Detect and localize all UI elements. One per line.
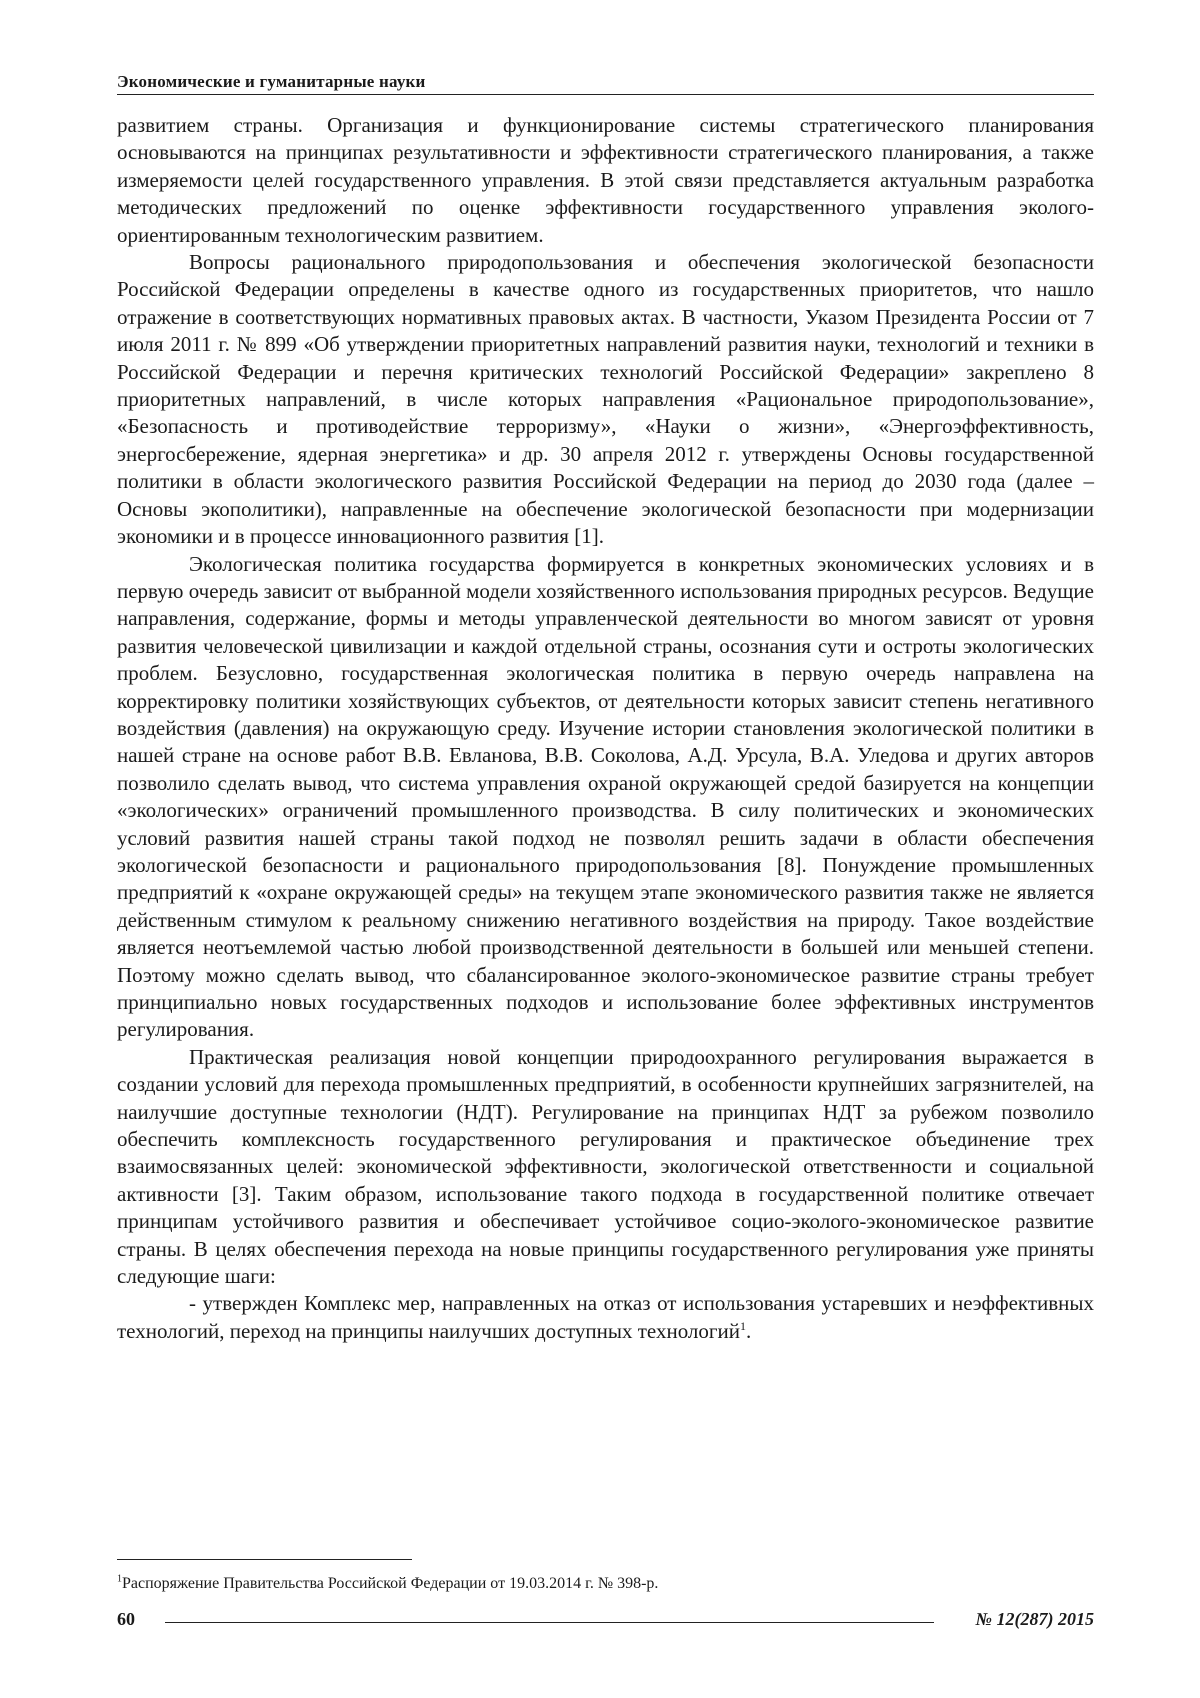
footnote-divider [117, 1559, 412, 1560]
article-body [117, 112, 1094, 1345]
paragraph: Экологическая политика государства формируется в конкретных экономических условиях и в первую очередь зависит от выбранной модели хозяйственного использования природных ресурсов. Ведущие направления, содержание, формы и методы управленческой деятельности во многом зависят от уровня развития человеческой цивилизации и каждой отдельной страны, осознания сути и остроты экологических проблем. Безусловно, государственная экологическая политика в первую очередь направлена на корректировку политики хозяйствующих субъектов, от деятельности которых зависит степень негативного воздействия (давления) на окружающую среду. Изучение истории становления экологической политики в нашей стране на основе работ В.В. Евланова, В.В. Соколова, А.Д. Урсула, В.А. Уледова и других авторов позволило сделать вывод, что система управления охраной окружающей средой базируется на концепции «экологических» ограничений промышленного производства. В силу политических и экономических условий развития нашей страны такой подход не позволял решить задачи в области обеспечения экологической безопасности и рационального природопользования [8]. Понуждение промышленных предприятий к «охране окружающей среды» на текущем этапе экономического развития также не является действенным стимулом к реальному снижению негативного воздействия на природу. Такое воздействие является неотъемлемой частью любой производственной деятельности в большей или меньшей степени. Поэтому можно сделать вывод, что сбалансированное эколого-экономическое развитие страны требует принципиально новых государственных подходов и использование более эффективных инструментов регулирования. [117, 551, 1094, 1044]
footnote-text: Распоряжение Правительства Российской Федерации от 19.03.2014 г. № 398-р. [122, 1575, 658, 1592]
paragraph: Практическая реализация новой концепции природоохранного регулирования выражается в создании условий для перехода промышленных предприятий, в особенности крупнейших загрязнителей, на наилучшие доступные технологии (НДТ). Регулирование на принципах НДТ за рубежом позволило обеспечить комплексность государственного регулирования и практическое объединение трех взаимосвязанных целей: экономической эффективности, экологической ответственности и социальной активности [3]. Таким образом, использование такого подхода в государственной политике отвечает принципам устойчивого развития и обеспечивает устойчивое социо-эколого-экономическое развитие страны. В целях обеспечения перехода на новые принципы государственного регулирования уже приняты следующие шаги: [117, 1044, 1094, 1291]
footnote [117, 1574, 1094, 1594]
paragraph-list-item [117, 1290, 1094, 1345]
sentence-end: . [746, 1319, 751, 1343]
issue-number: № 12(287) 2015 [976, 1609, 1094, 1630]
paragraph: Вопросы рационального природопользования и обеспечения экологической безопасности Российской Федерации определены в качестве одного из государственных приоритетов, что нашло отражение в соответствующих нормативных правовых актах. В частности, Указом Президента России от 7 июля 2011 г. № 899 «Об утверждении приоритетных направлений развития науки, технологий и техники в Российской Федерации и перечня критических технологий Российской Федерации» закреплено 8 приоритетных направлений, в числе которых направления «Рациональное природопользование», «Безопасность и противодействие терроризму», «Науки о жизни», «Энергоэффективность, энергосбережение, ядерная энергетика» и др. 30 апреля 2012 г. утверждены Основы государственной политики в области экологического развития Российской Федерации на период до 2030 года (далее – Основы экополитики), направленные на обеспечение экологической безопасности при модернизации экономики и в процессе инновационного развития [1]. [117, 249, 1094, 550]
page-footer [117, 1609, 1094, 1639]
footer-divider [165, 1622, 934, 1623]
footnote-reference[interactable]: 1 [740, 1319, 746, 1333]
page-number: 60 [117, 1609, 135, 1630]
footnote-marker: 1 [117, 1574, 122, 1585]
journal-section-title: Экономические и гуманитарные науки [117, 72, 1094, 95]
paragraph: развитием страны. Организация и функционирование системы стратегического планирования основываются на принципах результативности и эффективности стратегического планирования, а также измеряемости целей государственного управления. В этой связи представляется актуальным разработка методических предложений по оценке эффективности государственного управления эколого-ориентированным технологическим развитием. [117, 112, 1094, 249]
paragraph-text: - утвержден Комплекс мер, направленных на отказ от использования устаревших и неэффективных технологий, переход на принципы наилучших доступных технологий [117, 1291, 1094, 1342]
